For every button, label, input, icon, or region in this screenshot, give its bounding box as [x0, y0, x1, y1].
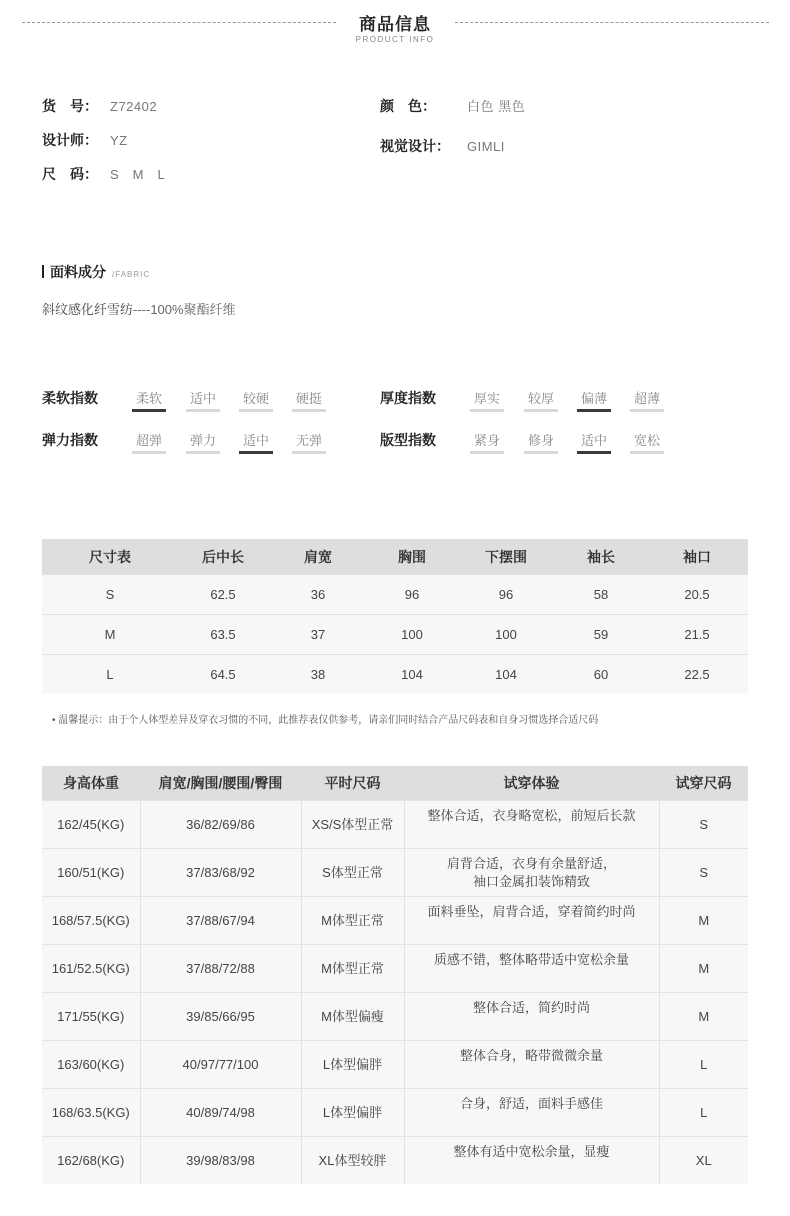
try-on-table: [42, 766, 748, 1184]
size-cell: 20.5: [646, 575, 748, 615]
index-option-label: 宽松: [633, 433, 660, 448]
size-header-cell: 袖长: [556, 539, 646, 575]
index-option-label: 较厚: [527, 391, 554, 406]
try-on-cell: M: [659, 945, 748, 993]
fabric-composition: [42, 299, 236, 318]
index-option: [630, 430, 664, 449]
size-cell: M: [42, 615, 178, 655]
info-label: 尺 码：: [42, 166, 98, 182]
size-cell: L: [42, 655, 178, 695]
size-cell: 58: [556, 575, 646, 615]
size-header-cell: 下摆围: [456, 539, 556, 575]
try-on-cell: M体型偏瘦: [301, 993, 404, 1041]
fabric-heading: [42, 262, 150, 282]
size-header-cell: 肩宽: [268, 539, 368, 575]
size-cell: S: [42, 575, 178, 615]
try-on-header-cell: 肩宽/胸围/腰围/臀围: [140, 766, 301, 801]
try-on-cell: 37/88/67/94: [140, 897, 301, 945]
try-on-cell: M体型正常: [301, 897, 404, 945]
index-option: [292, 430, 326, 449]
size-tip: • 温馨提示：由于个人体型差异及穿衣习惯的不同，此推荐表仅供参考，请亲们同时结合产品尺码表和自身习惯选择合适尺码: [52, 715, 599, 726]
try-on-cell: XL体型较胖: [301, 1137, 404, 1185]
table-row: [42, 897, 748, 945]
index-option: [470, 430, 504, 449]
info-sizes: [42, 164, 165, 184]
size-cell: 64.5: [178, 655, 268, 695]
fabric-title: 面料成分: [50, 264, 106, 280]
try-on-cell: M: [659, 897, 748, 945]
size-cell: 63.5: [178, 615, 268, 655]
index-underline: [470, 451, 504, 454]
index-selected-underline: [577, 409, 611, 412]
try-on-cell: 37/83/68/92: [140, 849, 301, 897]
try-on-header-cell: 试穿尺码: [659, 766, 748, 801]
try-on-cell: S体型正常: [301, 849, 404, 897]
index-option: [630, 388, 664, 407]
index-selected-underline: [132, 409, 166, 412]
try-on-cell: L体型偏胖: [301, 1089, 404, 1137]
info-visual-design: [380, 136, 505, 156]
index-option: [239, 430, 273, 449]
table-row: [42, 801, 748, 849]
index-option: [470, 388, 504, 407]
try-on-cell: M: [659, 993, 748, 1041]
try-on-cell: 整体合身，略带微微余量: [404, 1041, 659, 1089]
index-label: 厚度指数: [380, 390, 436, 406]
index-option-label: 柔软: [135, 391, 162, 406]
index-option-label: 无弹: [295, 433, 322, 448]
index-option-label: 超弹: [135, 433, 162, 448]
index-underline: [239, 409, 273, 412]
info-value: YZ: [110, 133, 128, 148]
index-option-label: 修身: [527, 433, 554, 448]
index-option: [186, 430, 220, 449]
index-option: [132, 388, 166, 407]
info-value: GIMLI: [467, 139, 505, 154]
index-option-label: 紧身: [473, 433, 500, 448]
index-underline: [132, 451, 166, 454]
try-on-header-cell: 试穿体验: [404, 766, 659, 801]
index-option: [524, 388, 558, 407]
table-row: [42, 1041, 748, 1089]
fabric-percent: ----100%聚酯纤维: [133, 302, 236, 317]
size-cell: 96: [456, 575, 556, 615]
table-row: [42, 849, 748, 897]
table-row: [42, 1137, 748, 1185]
try-on-cell: 162/45(KG): [42, 801, 140, 849]
try-on-cell: 163/60(KG): [42, 1041, 140, 1089]
try-on-table-header: [42, 766, 748, 801]
try-on-cell: 168/57.5(KG): [42, 897, 140, 945]
index-option: [132, 430, 166, 449]
size-cell: 100: [456, 615, 556, 655]
index-underline: [186, 451, 220, 454]
index-underline: [186, 409, 220, 412]
info-value: Z72402: [110, 99, 158, 114]
try-on-cell: XL: [659, 1137, 748, 1185]
index-option-label: 适中: [580, 433, 607, 448]
info-label: 设计师：: [42, 132, 98, 148]
index-option-label: 弹力: [189, 433, 216, 448]
size-cell: 104: [368, 655, 456, 695]
try-on-cell: 160/51(KG): [42, 849, 140, 897]
try-on-cell: 39/85/66/95: [140, 993, 301, 1041]
try-on-cell: L: [659, 1041, 748, 1089]
try-on-cell: 162/68(KG): [42, 1137, 140, 1185]
try-on-cell: M体型正常: [301, 945, 404, 993]
info-label: 颜 色：: [380, 98, 436, 114]
index-option: [577, 388, 611, 407]
info-value: S M L: [110, 167, 166, 182]
section-header: [0, 0, 790, 60]
try-on-cell: L: [659, 1089, 748, 1137]
table-row: [42, 615, 748, 655]
size-cell: 96: [368, 575, 456, 615]
try-on-cell: 39/98/83/98: [140, 1137, 301, 1185]
size-cell: 60: [556, 655, 646, 695]
index-underline: [292, 409, 326, 412]
index-underline: [524, 409, 558, 412]
size-cell: 37: [268, 615, 368, 655]
index-option: [577, 430, 611, 449]
table-row: [42, 655, 748, 695]
index-option-label: 偏薄: [580, 391, 607, 406]
info-label: 货 号：: [42, 98, 98, 114]
table-row: [42, 575, 748, 615]
index-label: 弹力指数: [42, 432, 98, 448]
info-value: 白色 黑色: [467, 99, 526, 114]
index-underline: [630, 451, 664, 454]
index-option-label: 硬挺: [295, 391, 322, 406]
try-on-cell: S: [659, 801, 748, 849]
try-on-header-cell: 身高体重: [42, 766, 140, 801]
try-on-cell: 161/52.5(KG): [42, 945, 140, 993]
try-on-cell: 合身，舒适，面料手感佳: [404, 1089, 659, 1137]
table-row: [42, 945, 748, 993]
section-subtitle: PRODUCT INFO: [355, 35, 435, 44]
index-option-label: 超薄: [633, 391, 660, 406]
fabric-name: 斜纹感化纤雪纺: [42, 302, 134, 317]
size-cell: 62.5: [178, 575, 268, 615]
table-row: [42, 1089, 748, 1137]
info-label: 视觉设计：: [380, 138, 450, 154]
index-label: 柔软指数: [42, 390, 98, 406]
size-cell: 104: [456, 655, 556, 695]
index-option: [186, 388, 220, 407]
index-option: [239, 388, 273, 407]
size-table: [42, 539, 748, 694]
index-selected-underline: [577, 451, 611, 454]
size-cell: 21.5: [646, 615, 748, 655]
index-option-label: 较硬: [242, 391, 269, 406]
index-underline: [524, 451, 558, 454]
index-option: [292, 388, 326, 407]
table-row: [42, 993, 748, 1041]
try-on-cell: 171/55(KG): [42, 993, 140, 1041]
try-on-cell: XS/S体型正常: [301, 801, 404, 849]
size-cell: 100: [368, 615, 456, 655]
index-option-label: 厚实: [473, 391, 500, 406]
try-on-cell: 质感不错，整体略带适中宽松余量: [404, 945, 659, 993]
index-option: [524, 430, 558, 449]
size-table-header: [42, 539, 748, 575]
try-on-cell: 37/88/72/88: [140, 945, 301, 993]
try-on-cell: 40/97/77/100: [140, 1041, 301, 1089]
size-header-cell: 袖口: [646, 539, 748, 575]
info-item-no: [42, 96, 157, 116]
index-option-label: 适中: [242, 433, 269, 448]
try-on-cell: 168/63.5(KG): [42, 1089, 140, 1137]
info-designer: [42, 130, 128, 150]
size-cell: 36: [268, 575, 368, 615]
try-on-header-cell: 平时尺码: [301, 766, 404, 801]
index-option-label: 适中: [189, 391, 216, 406]
index-underline: [292, 451, 326, 454]
info-color: [380, 96, 525, 116]
try-on-cell: 肩背合适，衣身有余量舒适， 袖口金属扣装饰精致: [404, 849, 659, 897]
try-on-cell: 面料垂坠，肩背合适，穿着简约时尚: [404, 897, 659, 945]
size-header-cell: 后中长: [178, 539, 268, 575]
try-on-cell: 整体合适，简约时尚: [404, 993, 659, 1041]
heading-bar: [42, 265, 44, 278]
section-title: 商品信息: [359, 15, 431, 34]
index-label: 版型指数: [380, 432, 436, 448]
try-on-cell: L体型偏胖: [301, 1041, 404, 1089]
size-cell: 59: [556, 615, 646, 655]
try-on-cell: 36/82/69/86: [140, 801, 301, 849]
size-cell: 22.5: [646, 655, 748, 695]
size-header-cell: 尺寸表: [42, 539, 178, 575]
size-header-cell: 胸围: [368, 539, 456, 575]
size-cell: 38: [268, 655, 368, 695]
try-on-cell: 整体有适中宽松余量，显瘦: [404, 1137, 659, 1185]
index-underline: [470, 409, 504, 412]
try-on-cell: 40/89/74/98: [140, 1089, 301, 1137]
try-on-cell: 整体合适，衣身略宽松，前短后长款: [404, 801, 659, 849]
try-on-cell: S: [659, 849, 748, 897]
index-selected-underline: [239, 451, 273, 454]
fabric-subtitle: /FABRIC: [112, 270, 151, 279]
index-underline: [630, 409, 664, 412]
